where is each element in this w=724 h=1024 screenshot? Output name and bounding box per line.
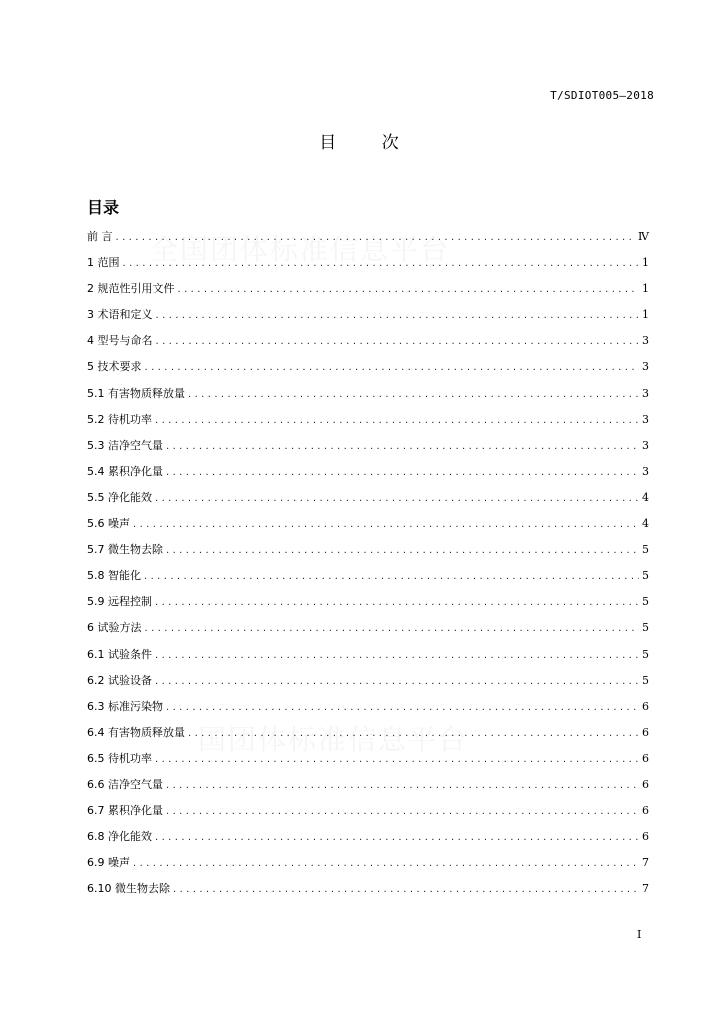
toc-entry-label: 5.9 远程控制	[87, 595, 152, 609]
toc-entry[interactable]	[87, 489, 649, 515]
toc-entry-label: 6.1 试验条件	[87, 647, 152, 661]
toc-entry[interactable]	[87, 437, 649, 463]
dot-leader	[155, 650, 639, 661]
dot-leader	[166, 467, 639, 478]
toc-entry-label: 6.8 净化能效	[87, 830, 152, 844]
toc-entry-label: 4 型号与命名	[87, 334, 153, 348]
toc-entry-page: Ⅳ	[638, 230, 649, 243]
toc-entry-page: 7	[642, 882, 649, 896]
dot-leader	[156, 336, 640, 347]
dot-leader	[166, 780, 639, 791]
toc-entry-label: 6.6 洁净空气量	[87, 777, 163, 791]
toc-entry[interactable]	[87, 724, 649, 750]
toc-entry-page: 3	[642, 360, 649, 374]
toc-entry[interactable]	[87, 672, 649, 698]
dot-leader	[178, 284, 640, 295]
toc-entry-label: 6.4 有害物质释放量	[87, 725, 185, 739]
toc-entry[interactable]	[87, 880, 649, 906]
toc-entry-label: 1 范围	[87, 256, 120, 270]
toc-entry-label: 5.1 有害物质释放量	[87, 386, 185, 400]
toc-entry[interactable]	[87, 593, 649, 619]
toc-entry-label: 前 言	[87, 230, 113, 243]
toc-entry-page: 1	[642, 308, 649, 322]
toc-entry[interactable]	[87, 646, 649, 672]
dot-leader	[116, 232, 636, 243]
toc-entry[interactable]	[87, 254, 649, 280]
toc-entry-page: 6	[642, 830, 649, 844]
toc-entry-label: 6.10 微生物去除	[87, 882, 170, 896]
dot-leader	[155, 597, 639, 608]
toc-entry[interactable]	[87, 332, 649, 358]
toc-entry-label: 5.4 累积净化量	[87, 464, 163, 478]
toc-entry-label: 5 技术要求	[87, 360, 142, 374]
toc-entry[interactable]	[87, 619, 649, 645]
toc-entry-page: 4	[642, 490, 649, 504]
toc-entry-page: 6	[642, 777, 649, 791]
toc-entry-label: 5.3 洁净空气量	[87, 438, 163, 452]
toc-entry-page: 3	[642, 464, 649, 478]
toc-entry-page: 6	[642, 751, 649, 765]
toc-entry[interactable]	[87, 567, 649, 593]
toc-entry-page: 5	[642, 673, 649, 687]
toc-entry-page: 6	[642, 699, 649, 713]
toc-entry[interactable]	[87, 463, 649, 489]
dot-leader	[145, 623, 640, 634]
dot-leader	[166, 806, 639, 817]
dot-leader	[166, 441, 639, 452]
toc-entry-page: 5	[642, 595, 649, 609]
dot-leader	[144, 571, 639, 582]
toc-entry-page: 5	[642, 647, 649, 661]
toc-entry-label: 3 术语和定义	[87, 308, 153, 322]
dot-leader	[133, 858, 639, 869]
toc-entry[interactable]	[87, 802, 649, 828]
dot-leader	[156, 310, 640, 321]
toc-entry-label: 5.7 微生物去除	[87, 543, 163, 557]
toc-entry[interactable]	[87, 385, 649, 411]
toc-entry-page: 5	[642, 621, 649, 635]
toc-entry-label: 5.8 智能化	[87, 569, 141, 583]
toc-entry[interactable]	[87, 411, 649, 437]
toc-entry[interactable]	[87, 776, 649, 802]
toc-heading: 目录	[87, 198, 120, 217]
toc-entry-page: 3	[642, 334, 649, 348]
toc-entry[interactable]	[87, 306, 649, 332]
toc-entry-page: 6	[642, 804, 649, 818]
toc-entry-page: 1	[642, 282, 649, 296]
dot-leader	[145, 362, 640, 373]
toc-entry-label: 6.2 试验设备	[87, 673, 152, 687]
toc-entry-label: 5.2 待机功率	[87, 412, 152, 426]
toc-entry[interactable]	[87, 750, 649, 776]
dot-leader	[188, 728, 639, 739]
dot-leader	[155, 493, 639, 504]
toc-entry-label: 6.3 标准污染物	[87, 699, 163, 713]
toc-entry-label: 6.5 待机功率	[87, 751, 152, 765]
dot-leader	[133, 519, 639, 530]
toc-entry-page: 1	[642, 256, 649, 270]
toc-entry-page: 5	[642, 569, 649, 583]
toc-entry[interactable]	[87, 828, 649, 854]
dot-leader	[155, 832, 639, 843]
standard-code: T/SDIOT005—2018	[550, 89, 654, 102]
dot-leader	[173, 884, 639, 895]
dot-leader	[188, 389, 639, 400]
page-title: 目 次	[319, 133, 419, 153]
toc-entry-label: 5.5 净化能效	[87, 490, 152, 504]
dot-leader	[155, 676, 639, 687]
toc-entry-page: 3	[642, 386, 649, 400]
toc-list	[87, 228, 649, 906]
dot-leader	[123, 258, 640, 269]
toc-entry-page: 6	[642, 725, 649, 739]
toc-entry[interactable]	[87, 854, 649, 880]
toc-entry[interactable]	[87, 358, 649, 384]
toc-entry-page: 5	[642, 543, 649, 557]
page-number: I	[637, 928, 642, 941]
dot-leader	[166, 702, 639, 713]
toc-entry-page: 3	[642, 438, 649, 452]
toc-entry[interactable]	[87, 228, 649, 254]
toc-entry-label: 6.9 噪声	[87, 856, 130, 870]
toc-entry-label: 6.7 累积净化量	[87, 804, 163, 818]
toc-entry[interactable]	[87, 280, 649, 306]
toc-entry[interactable]	[87, 515, 649, 541]
dot-leader	[166, 545, 639, 556]
toc-entry-page: 7	[642, 856, 649, 870]
toc-entry-label: 6 试验方法	[87, 621, 142, 635]
dot-leader	[155, 754, 639, 765]
toc-entry[interactable]	[87, 541, 649, 567]
toc-entry-page: 4	[642, 517, 649, 531]
toc-entry-label: 2 规范性引用文件	[87, 282, 175, 296]
toc-entry-label: 5.6 噪声	[87, 517, 130, 531]
toc-entry-page: 3	[642, 412, 649, 426]
toc-entry[interactable]	[87, 698, 649, 724]
dot-leader	[155, 415, 639, 426]
